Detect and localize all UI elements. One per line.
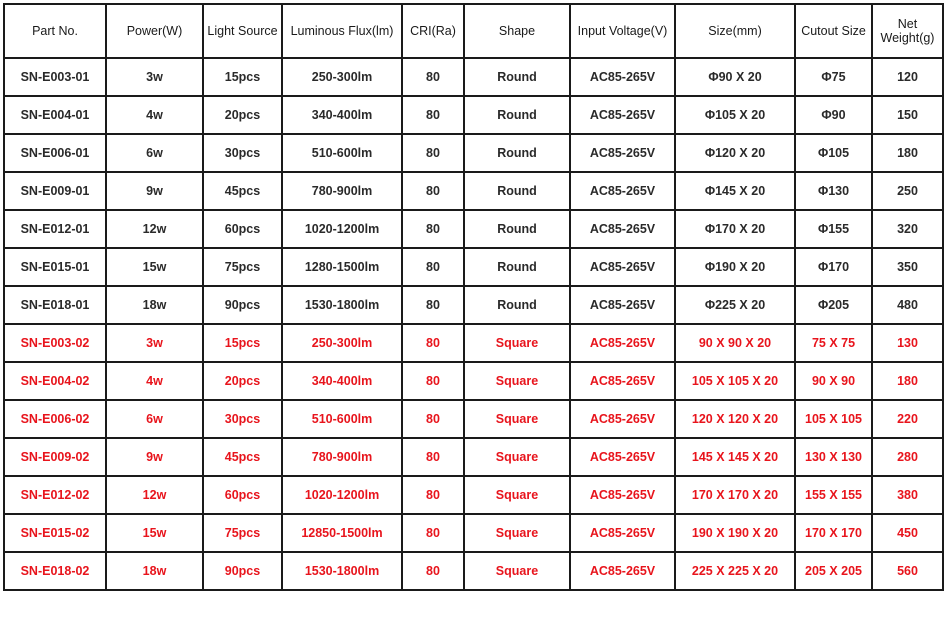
cell-cutout-size: 130 X 130	[795, 438, 872, 476]
cell-cutout-size: 170 X 170	[795, 514, 872, 552]
cell-input-voltage: AC85-265V	[570, 400, 675, 438]
cell-part-no: SN-E012-01	[4, 210, 106, 248]
column-header-cri: CRI(Ra)	[402, 4, 464, 58]
cell-light-source: 20pcs	[203, 96, 282, 134]
cell-part-no: SN-E006-02	[4, 400, 106, 438]
cell-shape: Square	[464, 438, 570, 476]
cell-size: 190 X 190 X 20	[675, 514, 795, 552]
cell-light-source: 30pcs	[203, 134, 282, 172]
cell-power: 15w	[106, 514, 203, 552]
cell-cri: 80	[402, 248, 464, 286]
cell-part-no: SN-E003-01	[4, 58, 106, 96]
cell-luminous-flux: 1020-1200lm	[282, 476, 402, 514]
cell-light-source: 75pcs	[203, 514, 282, 552]
cell-luminous-flux: 780-900lm	[282, 438, 402, 476]
table-body	[4, 58, 943, 590]
cell-light-source: 15pcs	[203, 58, 282, 96]
cell-cutout-size: Φ105	[795, 134, 872, 172]
cell-cri: 80	[402, 552, 464, 590]
cell-net-weight: 120	[872, 58, 943, 96]
cell-cri: 80	[402, 96, 464, 134]
cell-power: 4w	[106, 96, 203, 134]
cell-cri: 80	[402, 324, 464, 362]
cell-cutout-size: Φ155	[795, 210, 872, 248]
cell-luminous-flux: 340-400lm	[282, 362, 402, 400]
cell-shape: Round	[464, 286, 570, 324]
table-header	[4, 4, 943, 58]
cell-cutout-size: 75 X 75	[795, 324, 872, 362]
cell-net-weight: 180	[872, 134, 943, 172]
cell-light-source: 20pcs	[203, 362, 282, 400]
table-row	[4, 438, 943, 476]
table-row	[4, 210, 943, 248]
cell-net-weight: 180	[872, 362, 943, 400]
cell-cri: 80	[402, 400, 464, 438]
column-header-shape: Shape	[464, 4, 570, 58]
cell-size: 170 X 170 X 20	[675, 476, 795, 514]
cell-cri: 80	[402, 514, 464, 552]
cell-shape: Square	[464, 400, 570, 438]
cell-size: Φ190 X 20	[675, 248, 795, 286]
cell-net-weight: 220	[872, 400, 943, 438]
cell-input-voltage: AC85-265V	[570, 552, 675, 590]
cell-shape: Round	[464, 134, 570, 172]
cell-net-weight: 480	[872, 286, 943, 324]
cell-net-weight: 320	[872, 210, 943, 248]
cell-net-weight: 380	[872, 476, 943, 514]
cell-cutout-size: Φ130	[795, 172, 872, 210]
cell-power: 12w	[106, 210, 203, 248]
cell-size: Φ105 X 20	[675, 96, 795, 134]
cell-cutout-size: Φ205	[795, 286, 872, 324]
cell-cri: 80	[402, 438, 464, 476]
cell-light-source: 60pcs	[203, 476, 282, 514]
cell-cutout-size: Φ170	[795, 248, 872, 286]
table-row	[4, 324, 943, 362]
column-header-input-voltage: Input Voltage(V)	[570, 4, 675, 58]
cell-cutout-size: 105 X 105	[795, 400, 872, 438]
column-header-size: Size(mm)	[675, 4, 795, 58]
cell-luminous-flux: 12850-1500lm	[282, 514, 402, 552]
cell-size: Φ225 X 20	[675, 286, 795, 324]
cell-size: 105 X 105 X 20	[675, 362, 795, 400]
table-row	[4, 476, 943, 514]
cell-input-voltage: AC85-265V	[570, 134, 675, 172]
table-row	[4, 248, 943, 286]
table-row	[4, 96, 943, 134]
cell-power: 3w	[106, 58, 203, 96]
cell-part-no: SN-E009-02	[4, 438, 106, 476]
cell-luminous-flux: 340-400lm	[282, 96, 402, 134]
cell-input-voltage: AC85-265V	[570, 96, 675, 134]
cell-light-source: 45pcs	[203, 172, 282, 210]
cell-net-weight: 350	[872, 248, 943, 286]
cell-light-source: 75pcs	[203, 248, 282, 286]
header-row	[4, 4, 943, 58]
cell-net-weight: 150	[872, 96, 943, 134]
column-header-cutout-size: Cutout Size	[795, 4, 872, 58]
table-row	[4, 286, 943, 324]
cell-input-voltage: AC85-265V	[570, 286, 675, 324]
cell-cutout-size: 205 X 205	[795, 552, 872, 590]
cell-shape: Round	[464, 58, 570, 96]
cell-shape: Square	[464, 362, 570, 400]
cell-size: 90 X 90 X 20	[675, 324, 795, 362]
cell-light-source: 60pcs	[203, 210, 282, 248]
cell-input-voltage: AC85-265V	[570, 476, 675, 514]
cell-shape: Square	[464, 514, 570, 552]
cell-part-no: SN-E009-01	[4, 172, 106, 210]
cell-size: 225 X 225 X 20	[675, 552, 795, 590]
cell-cutout-size: Φ75	[795, 58, 872, 96]
cell-input-voltage: AC85-265V	[570, 248, 675, 286]
cell-part-no: SN-E004-02	[4, 362, 106, 400]
cell-input-voltage: AC85-265V	[570, 438, 675, 476]
cell-net-weight: 250	[872, 172, 943, 210]
table-row	[4, 172, 943, 210]
cell-cri: 80	[402, 134, 464, 172]
cell-power: 3w	[106, 324, 203, 362]
cell-net-weight: 450	[872, 514, 943, 552]
cell-input-voltage: AC85-265V	[570, 58, 675, 96]
cell-size: Φ170 X 20	[675, 210, 795, 248]
cell-shape: Square	[464, 552, 570, 590]
cell-power: 6w	[106, 134, 203, 172]
table-row	[4, 58, 943, 96]
cell-part-no: SN-E018-02	[4, 552, 106, 590]
cell-cri: 80	[402, 58, 464, 96]
cell-luminous-flux: 780-900lm	[282, 172, 402, 210]
cell-power: 18w	[106, 552, 203, 590]
cell-shape: Square	[464, 476, 570, 514]
cell-size: Φ90 X 20	[675, 58, 795, 96]
cell-shape: Round	[464, 210, 570, 248]
cell-part-no: SN-E004-01	[4, 96, 106, 134]
column-header-net-weight: Net Weight(g)	[872, 4, 943, 58]
cell-part-no: SN-E003-02	[4, 324, 106, 362]
cell-power: 12w	[106, 476, 203, 514]
cell-size: Φ120 X 20	[675, 134, 795, 172]
cell-light-source: 45pcs	[203, 438, 282, 476]
cell-luminous-flux: 250-300lm	[282, 58, 402, 96]
cell-cri: 80	[402, 476, 464, 514]
cell-luminous-flux: 1530-1800lm	[282, 286, 402, 324]
cell-part-no: SN-E006-01	[4, 134, 106, 172]
cell-cri: 80	[402, 362, 464, 400]
cell-luminous-flux: 510-600lm	[282, 134, 402, 172]
table-row	[4, 552, 943, 590]
cell-cri: 80	[402, 286, 464, 324]
cell-light-source: 15pcs	[203, 324, 282, 362]
table-row	[4, 514, 943, 552]
cell-power: 15w	[106, 248, 203, 286]
cell-power: 9w	[106, 438, 203, 476]
cell-part-no: SN-E015-02	[4, 514, 106, 552]
cell-part-no: SN-E018-01	[4, 286, 106, 324]
cell-cutout-size: 155 X 155	[795, 476, 872, 514]
cell-cri: 80	[402, 210, 464, 248]
cell-input-voltage: AC85-265V	[570, 514, 675, 552]
cell-luminous-flux: 510-600lm	[282, 400, 402, 438]
cell-size: 120 X 120 X 20	[675, 400, 795, 438]
cell-power: 18w	[106, 286, 203, 324]
cell-light-source: 30pcs	[203, 400, 282, 438]
table-row	[4, 134, 943, 172]
cell-power: 6w	[106, 400, 203, 438]
spec-table	[3, 3, 944, 591]
column-header-light-source: Light Source	[203, 4, 282, 58]
cell-input-voltage: AC85-265V	[570, 324, 675, 362]
cell-part-no: SN-E015-01	[4, 248, 106, 286]
cell-luminous-flux: 1280-1500lm	[282, 248, 402, 286]
cell-light-source: 90pcs	[203, 552, 282, 590]
cell-cutout-size: 90 X 90	[795, 362, 872, 400]
cell-input-voltage: AC85-265V	[570, 210, 675, 248]
cell-size: Φ145 X 20	[675, 172, 795, 210]
column-header-power: Power(W)	[106, 4, 203, 58]
cell-size: 145 X 145 X 20	[675, 438, 795, 476]
table-row	[4, 362, 943, 400]
cell-net-weight: 130	[872, 324, 943, 362]
column-header-part-no: Part No.	[4, 4, 106, 58]
cell-shape: Square	[464, 324, 570, 362]
cell-power: 9w	[106, 172, 203, 210]
cell-cutout-size: Φ90	[795, 96, 872, 134]
cell-net-weight: 560	[872, 552, 943, 590]
cell-luminous-flux: 1020-1200lm	[282, 210, 402, 248]
cell-net-weight: 280	[872, 438, 943, 476]
cell-part-no: SN-E012-02	[4, 476, 106, 514]
cell-shape: Round	[464, 96, 570, 134]
cell-luminous-flux: 250-300lm	[282, 324, 402, 362]
cell-shape: Round	[464, 172, 570, 210]
cell-shape: Round	[464, 248, 570, 286]
cell-input-voltage: AC85-265V	[570, 172, 675, 210]
cell-input-voltage: AC85-265V	[570, 362, 675, 400]
cell-luminous-flux: 1530-1800lm	[282, 552, 402, 590]
cell-light-source: 90pcs	[203, 286, 282, 324]
table-row	[4, 400, 943, 438]
cell-cri: 80	[402, 172, 464, 210]
column-header-luminous-flux: Luminous Flux(lm)	[282, 4, 402, 58]
cell-power: 4w	[106, 362, 203, 400]
